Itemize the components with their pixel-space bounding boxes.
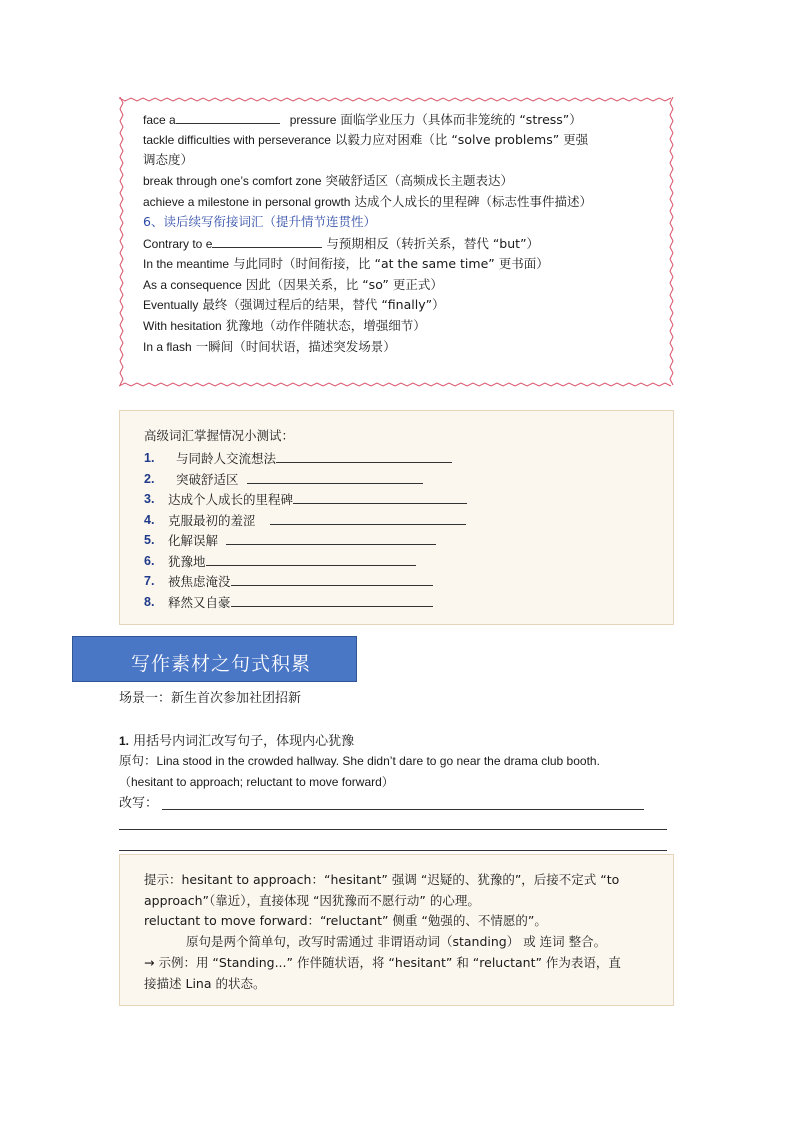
vocab-line: Contrary to e 与预期相反（转折关系，替代 “but”） [143, 236, 540, 251]
vocab-line: In the meantime 与此同时（时间衔接，比 “at the same time” 更书面） [143, 256, 549, 271]
quiz-number: 5. [144, 533, 155, 547]
tip-line: approach”（靠近），直接体现 “因犹豫而不愿行动” 的心理。 [144, 893, 480, 908]
original-sentence: 原句：Lina stood in the crowded hallway. She didn’t dare to go near the drama club booth. [119, 753, 600, 768]
tip-line: → 示例：用 “Standing...” 作伴随状语，将 “hesitant” 和 “reluctant” 作为表语，直 [144, 955, 621, 970]
quiz-item: 化解误解 [168, 532, 436, 549]
rewrite-label: 改写： [119, 796, 159, 811]
quiz-box [119, 410, 674, 625]
tip-line: 提示：hesitant to approach：“hesitant” 强调 “迟疑的、犹豫的”，后接不定式 “to [144, 872, 620, 887]
quiz-item: 释然又自豪 [168, 594, 433, 611]
answer-blank[interactable] [231, 573, 433, 586]
answer-blank[interactable] [270, 512, 466, 525]
tip-line: 原句是两个简单句，改写时需通过 非谓语动词（standing） 或 连词 整合。 [186, 934, 607, 949]
vocab-line: As a consequence 因此（因果关系，比 “so” 更正式） [143, 277, 443, 292]
quiz-number: 7. [144, 574, 155, 588]
quiz-item: 被焦虑淹没 [168, 573, 433, 590]
answer-blank[interactable] [276, 450, 452, 463]
vocab-line: With hesitation 犹豫地（动作伴随状态，增强细节） [143, 318, 426, 333]
fill-blank[interactable] [176, 111, 280, 124]
quiz-item: 突破舒适区 [176, 471, 423, 488]
quiz-item: 克服最初的羞涩 [168, 512, 466, 529]
vocab-line: break through one’s comfort zone 突破舒适区（高频成长主题表达） [143, 173, 514, 188]
vocab-box [119, 97, 674, 387]
quiz-number: 2. [144, 472, 155, 486]
vocab-line: 调态度） [143, 152, 194, 167]
rewrite-answer-line[interactable] [162, 809, 644, 810]
quiz-number: 3. [144, 492, 155, 506]
fill-blank[interactable] [212, 235, 322, 248]
quiz-item: 犹豫地 [168, 553, 416, 570]
vocab-line: Eventually 最终（强调过程后的结果，替代 “finally”） [143, 297, 445, 312]
answer-blank[interactable] [247, 471, 423, 484]
quiz-number: 4. [144, 513, 155, 527]
quiz-number: 1. [144, 451, 155, 465]
quiz-number: 6. [144, 554, 155, 568]
vocab-line: achieve a milestone in personal growth 达成个人成长的里程碑（标志性事件描述） [143, 194, 592, 209]
quiz-title: 高级词汇掌握情况小测试： [144, 428, 295, 443]
answer-blank[interactable] [226, 532, 436, 545]
section-heading: 写作素材之句式积累 [72, 636, 357, 682]
tip-line: 接描述 Lina 的状态。 [144, 976, 266, 991]
hint-words: （hesitant to approach; reluctant to move forward） [119, 775, 394, 789]
tip-line: reluctant to move forward：“reluctant” 侧重 “勉强的、不情愿的”。 [144, 913, 547, 928]
vocab-line: In a flash 一瞬间（时间状语，描述突发场景） [143, 339, 396, 354]
vocab-line: tackle difficulties with perseverance 以毅力应对困难（比 “solve problems” 更强 [143, 132, 589, 147]
vocab-line: face a pressure 面临学业压力（具体而非笼统的 “stress”） [143, 112, 582, 127]
quiz-item: 与同龄人交流想法 [176, 450, 452, 467]
task-instruction: 1. 用括号内词汇改写句子，体现内心犹豫 [119, 734, 355, 749]
rewrite-answer-line[interactable] [119, 850, 667, 851]
quiz-number: 8. [144, 595, 155, 609]
answer-blank[interactable] [293, 491, 467, 504]
answer-blank[interactable] [231, 594, 433, 607]
vocab-subheading: 6、读后续写衔接词汇（提升情节连贯性） [143, 214, 376, 229]
answer-blank[interactable] [206, 553, 416, 566]
rewrite-answer-line[interactable] [119, 829, 667, 830]
scene-title: 场景一：新生首次参加社团招新 [119, 691, 302, 706]
tip-box [119, 854, 674, 1006]
quiz-item: 达成个人成长的里程碑 [168, 491, 467, 508]
